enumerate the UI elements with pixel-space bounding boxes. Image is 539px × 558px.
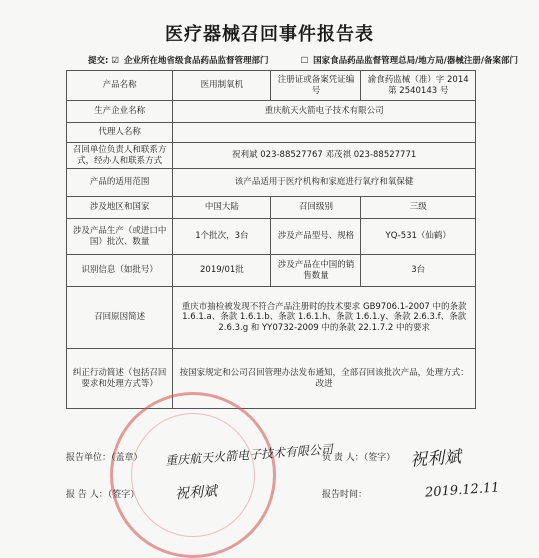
value-agent [173, 123, 476, 143]
label-company: 生产企业名称 [67, 101, 173, 123]
submit-label: 提交: [88, 56, 109, 66]
label-agent: 代理人名称 [67, 123, 173, 143]
value-sales: 3台 [361, 255, 476, 287]
submit-option-province: 企业所在地省级食品药品监督管理部门 [123, 56, 269, 66]
reporter-label: 报 告 人：（签字） [66, 490, 140, 500]
value-action: 按国家规定和公司召回管理办法发布通知，全部召回该批次产品，处理方式：改进 [173, 349, 476, 409]
value-reason: 重庆市抽检被发现不符合产品注册时的技术要求 GB9706.1-2007 中的条款 1.6.1.a、条款 1.6.1.b、条款 1.6.1.h、条款 1.6.1.y、条款 2.6.3.f、条款 2.6.3.g 和 YY0732-2009 中的条款 22.1.7.2 中的要求 [173, 287, 476, 349]
company-seal-icon [110, 392, 276, 558]
label-contact: 召回单位负责人和联系方式，经办人和联系方式 [67, 143, 173, 169]
label-id: 识别信息（如批号） [67, 255, 173, 287]
label-action: 纠正行动简述（包括召回要求和处理方式等） [67, 349, 173, 409]
value-scope: 该产品适用于医疗机构和家庭进行氧疗和氧保健 [173, 169, 476, 197]
value-level: 三级 [361, 197, 476, 219]
leader-signature: 祝利斌 [409, 447, 462, 471]
unit-label: 报告单位：（盖章） [66, 453, 143, 463]
checkbox-unchecked-icon[interactable]: ☐ [300, 56, 309, 66]
value-product-name: 医用制氧机 [173, 71, 271, 101]
leader-label: 负 责 人：（签字） [322, 453, 396, 463]
label-product-name: 产品名称 [67, 71, 173, 101]
value-batch: 1个批次，3台 [173, 219, 271, 255]
value-model: YQ-531（仙鹤） [361, 219, 476, 255]
unit-signature: 重庆航天火箭电子技术有限公司 [164, 442, 334, 468]
date-value: 2019.12.11 [424, 480, 500, 501]
label-sales: 涉及产品在中国的销售数量 [271, 255, 361, 287]
submit-option-national: 国家食品药品监督管理总局/地方局/器械注册/备案部门 [313, 56, 518, 66]
label-registration: 注册证或备案凭证编号 [271, 71, 361, 101]
label-model: 涉及产品型号、规格 [271, 219, 361, 255]
recall-report-table [66, 70, 476, 409]
label-region: 涉及地区和国家 [67, 197, 173, 219]
submit-line [88, 54, 528, 66]
label-batch: 涉及产品生产（或进口中国）批次、数量 [67, 219, 173, 255]
value-registration: 渝食药监械（准）字 2014 第 2540143 号 [361, 71, 476, 101]
value-region: 中国大陆 [173, 197, 271, 219]
page-title: 医疗器械召回事件报告表 [165, 24, 374, 45]
checkbox-checked-icon[interactable]: ☑ [111, 56, 119, 66]
value-contact: 祝利斌 023-88527767 邓茂祺 023-88527771 [173, 143, 476, 169]
reporter-signature: 祝利斌 [174, 483, 218, 503]
label-reason: 召回原因简述 [67, 287, 173, 349]
date-label: 报告时间： [322, 490, 368, 500]
value-id: 2019/01批 [173, 255, 271, 287]
label-level: 召回级别 [271, 197, 361, 219]
label-scope: 产品的适用范围 [67, 169, 173, 197]
value-company: 重庆航天火箭电子技术有限公司 [173, 101, 476, 123]
